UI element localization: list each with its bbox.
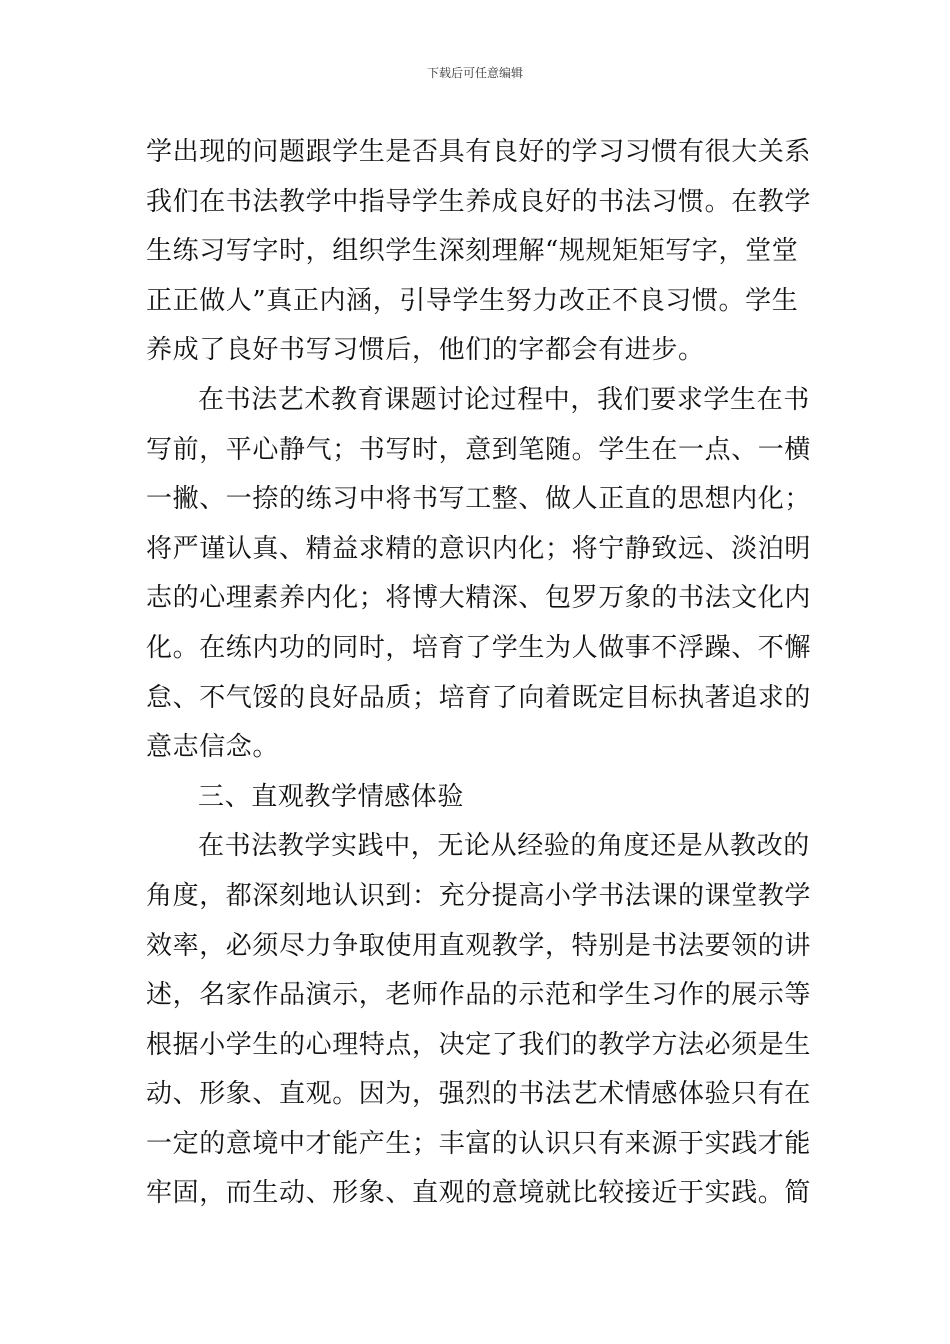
text-line: 角度，都深刻地认识到：充分提高小学书法课的课堂教学 (146, 880, 812, 911)
paragraph-start-line: 在书法教学实践中，无论从经验的角度还是从教改的 (198, 831, 810, 862)
text-line: 一定的意境中才能产生；丰富的认识只有来源于实践才能 (146, 1128, 812, 1159)
text-line: 写前，平心静气；书写时，意到笔随。学生在一点、一横 (146, 434, 812, 465)
text-line: 牢固，而生动、形象、直观的意境就比较接近于实践。简 (146, 1178, 812, 1209)
text-line: 学出现的问题跟学生是否具有良好的学习习惯有很大关系 (146, 137, 812, 167)
text-line: 效率，必须尽力争取使用直观教学，特别是书法要领的讲 (146, 930, 812, 961)
section-heading: 三、直观教学情感体验 (198, 781, 465, 812)
page-header: 下载后可任意编辑 (426, 66, 523, 80)
text-line: 动、形象、直观。因为，强烈的书法艺术情感体验只有在 (146, 1079, 812, 1110)
text-line: 生练习写字时，组织学生深刻理解“规规矩矩写字，堂堂 (146, 236, 799, 267)
text-line: 我们在书法教学中指导学生养成良好的书法习惯。在教学 (146, 186, 812, 217)
text-line: 养成了良好书写习惯后，他们的字都会有进步。 (146, 335, 705, 366)
document-body (146, 128, 810, 1219)
text-line: 一撇、一捺的练习中将书写工整、做人正直的思想内化； (146, 484, 812, 515)
text-line: 将严谨认真、精益求精的意识内化；将宁静致远、淡泊明 (146, 533, 812, 564)
paragraph-start-line: 在书法艺术教育课题讨论过程中，我们要求学生在书 (198, 384, 810, 415)
text-line: 意志信念。 (146, 732, 280, 763)
text-line: 述，名家作品演示，老师作品的示范和学生习作的展示等 (146, 980, 812, 1011)
text-line: 正正做人”真正内涵，引导学生努力改正不良习惯。学生 (146, 285, 799, 316)
text-line: 怠、不气馁的良好品质；培育了向着既定目标执著追求的 (146, 682, 812, 713)
text-line: 化。在练内功的同时，培育了学生为人做事不浮躁、不懈 (146, 632, 812, 663)
text-line: 志的心理素养内化；将博大精深、包罗万象的书法文化内 (146, 583, 812, 614)
text-line: 根据小学生的心理特点，决定了我们的教学方法必须是生 (146, 1029, 812, 1060)
